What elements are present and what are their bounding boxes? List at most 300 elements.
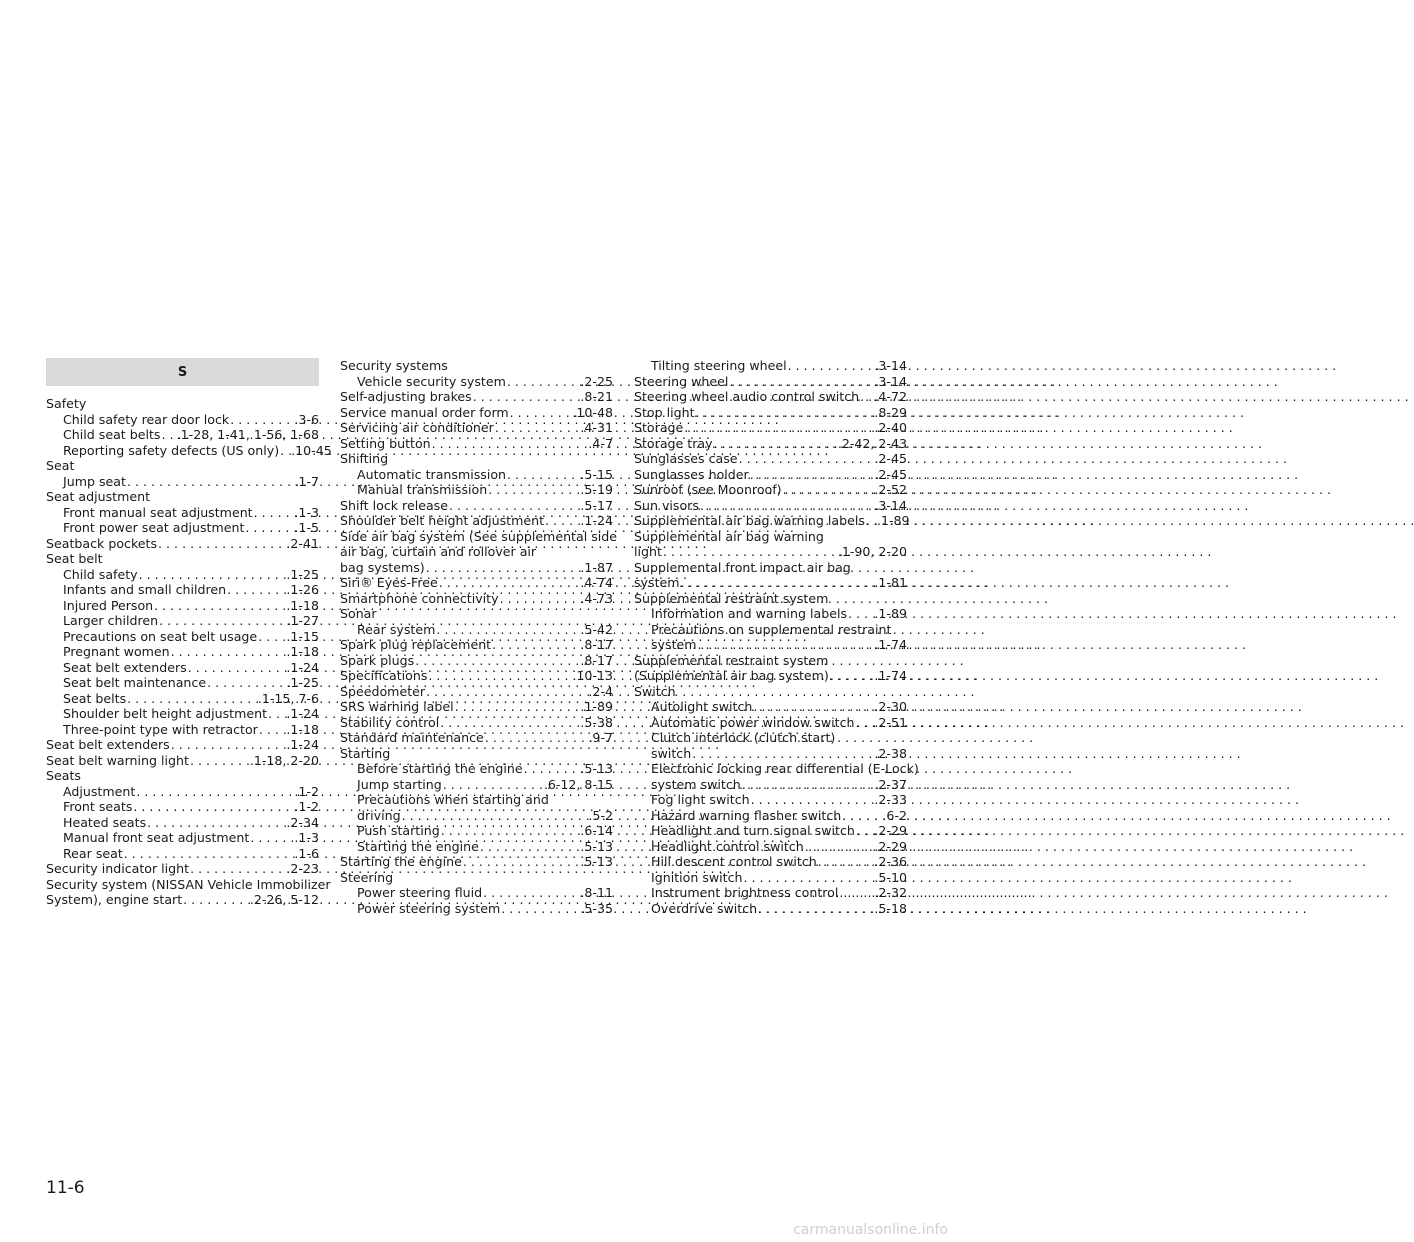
index-subentry — [634, 777, 907, 793]
entry-label: Manual transmission — [357, 482, 488, 497]
page-reference: .1-81 — [874, 575, 907, 590]
dot-leader — [507, 467, 579, 483]
page-reference: .5-38 — [580, 714, 613, 730]
watermark: carmanualsonline.info — [793, 1222, 948, 1238]
index-entry: Seat adjustment — [46, 489, 151, 504]
page-reference: .5-19 — [580, 482, 613, 497]
dot-leader — [744, 870, 874, 886]
entry-label: Jump starting — [357, 776, 442, 792]
index-column-1 — [46, 358, 332, 908]
dot-leader — [488, 482, 579, 498]
page-number: 11-6 — [46, 1178, 85, 1198]
page-reference: .1-87 — [580, 559, 613, 575]
dot-leader — [154, 598, 285, 614]
dot-leader — [742, 777, 874, 793]
page-reference: .5-13 — [580, 838, 613, 854]
entry-label: Starting the engine — [340, 854, 462, 869]
entry-label: Fog light switch — [651, 792, 750, 807]
dot-leader — [860, 389, 873, 405]
index-entry: Seats — [46, 768, 81, 783]
index-subentry — [634, 746, 907, 762]
page-reference: .1-25 — [286, 675, 319, 690]
page-reference: .8-11 — [580, 885, 613, 900]
entry-label: Instrument brightness control — [651, 885, 839, 900]
entry-label: Spark plugs — [340, 652, 415, 668]
page-reference: .2-41 — [286, 535, 319, 551]
index-entry — [340, 637, 613, 653]
entry-label: Seat belt extenders — [63, 659, 187, 675]
dot-leader — [473, 389, 580, 405]
dot-leader — [856, 715, 874, 731]
section-letter-header: S — [46, 358, 319, 386]
dot-leader — [856, 823, 874, 839]
index-entry — [634, 482, 907, 498]
page-reference: .5-42 — [580, 621, 613, 637]
page-reference: .1-15 — [286, 628, 319, 644]
dot-leader — [681, 575, 874, 591]
entry-label: Rear seat — [63, 845, 123, 861]
index-column-2 — [340, 358, 618, 916]
index-entry — [340, 575, 613, 591]
page-reference: .3-14 — [874, 358, 907, 373]
index-entry — [46, 892, 319, 908]
entry-label: Shoulder belt height adjustment — [63, 706, 268, 721]
index-subentry — [46, 505, 319, 521]
entry-label: Power steering system — [357, 900, 501, 916]
page-reference: .2-51 — [874, 714, 907, 730]
dot-leader — [127, 691, 257, 707]
index-subentry — [46, 598, 319, 614]
index-entry: Starting — [340, 745, 391, 761]
index-subentry — [340, 482, 613, 498]
page-reference: .2-45 — [874, 466, 907, 482]
entry-label: Before starting the engine — [357, 761, 523, 776]
dot-leader — [136, 784, 293, 800]
dot-leader — [788, 358, 874, 374]
entry-label: Automatic power window switch — [651, 714, 855, 730]
index-entry — [634, 405, 907, 421]
entry-label: Headlight control switch — [651, 838, 804, 854]
page-reference: .8-21 — [580, 389, 613, 404]
index-entry — [340, 653, 613, 669]
dot-leader — [245, 520, 293, 536]
dot-leader — [495, 420, 580, 436]
index-subentry — [634, 637, 907, 653]
dot-leader — [842, 808, 881, 824]
index-entry: Seat — [46, 458, 75, 473]
index-entry — [634, 389, 907, 405]
entry-label: Information and warning labels — [651, 606, 848, 621]
entry-label: Adjustment — [63, 783, 136, 799]
page-reference: .3-14 — [874, 373, 907, 389]
entry-label: Seat belts — [63, 690, 127, 706]
entry-label: Infants and small children — [63, 582, 227, 597]
entry-label: Injured Person — [63, 597, 154, 613]
index-subentry: Precautions on supplemental restraint — [651, 621, 892, 637]
page-reference: .4-72 — [874, 389, 907, 404]
index-subentry — [46, 520, 319, 536]
index-subentry — [340, 777, 613, 793]
dot-leader — [161, 427, 175, 443]
index-entry — [634, 544, 907, 560]
index-entry — [340, 420, 613, 436]
index-subentry — [46, 815, 319, 831]
dot-leader — [485, 730, 588, 746]
dot-leader — [259, 722, 286, 738]
index-subentry — [46, 784, 319, 800]
index-subentry: Clutch interlock (clutch start) — [651, 730, 836, 745]
dot-leader — [188, 660, 286, 676]
index-entry — [46, 536, 319, 552]
index-entry — [46, 737, 319, 753]
index-entry: Shifting — [340, 451, 389, 466]
index-subentry — [340, 761, 613, 777]
index-subentry — [634, 606, 907, 622]
dot-leader — [492, 637, 579, 653]
dot-leader — [848, 606, 873, 622]
dot-leader — [147, 815, 285, 831]
entry-label: system switch — [651, 776, 741, 792]
page-reference: .5-18 — [874, 900, 907, 916]
entry-label: Sunglasses case — [634, 451, 738, 466]
entry-label: bag systems) — [340, 559, 425, 575]
page-reference: .1-7 — [294, 473, 319, 489]
page-reference: .1-18 — [286, 597, 319, 613]
page-reference: .2-23 — [286, 861, 319, 876]
page-reference: .4-7 — [588, 435, 613, 451]
page-reference: .1-2 — [294, 799, 319, 814]
dot-leader — [440, 715, 579, 731]
index-entry — [46, 753, 319, 769]
dot-leader — [171, 644, 286, 660]
dot-leader — [280, 443, 290, 459]
entry-label: Child seat belts — [63, 427, 161, 442]
entry-label: Hazard warning flasher switch — [651, 807, 842, 823]
dot-leader — [729, 374, 873, 390]
dot-leader — [805, 839, 874, 855]
index-subentry — [634, 358, 907, 374]
index-entry — [340, 684, 613, 700]
index-column-3 — [634, 358, 919, 916]
page-reference: .2-26, 5-12 — [249, 892, 319, 907]
index-subentry — [46, 675, 319, 691]
entry-label: Manual front seat adjustment — [63, 830, 250, 845]
page-reference: .2-33 — [874, 792, 907, 807]
index-subentry — [340, 839, 613, 855]
page-reference: .8-29 — [874, 404, 907, 420]
dot-leader — [483, 885, 579, 901]
dot-leader — [443, 777, 543, 793]
index-entry — [634, 513, 910, 529]
index-entry: Safety — [46, 396, 87, 411]
entry-label: Sunroof (see Moonroof) — [634, 482, 782, 497]
dot-leader — [783, 482, 874, 498]
index-subentry — [634, 715, 907, 731]
entry-label: SRS warning label — [340, 699, 454, 714]
entry-label: Hill descent control switch — [651, 854, 817, 869]
entry-label: Headlight and turn signal switch — [651, 823, 855, 838]
entry-label: Standard maintenance — [340, 730, 484, 745]
entry-label: Spark plug replacement — [340, 637, 492, 652]
page-reference: .2-52 — [874, 482, 907, 497]
dot-leader — [739, 451, 874, 467]
entry-label: Child safety rear door lock — [63, 411, 230, 427]
page-reference: .1-90, 2-20 — [837, 544, 907, 559]
index-entry: Supplemental front impact air bag — [634, 559, 851, 575]
entry-label: Storage tray — [634, 435, 713, 451]
entry-label: System), engine start — [46, 892, 183, 907]
page-reference: .4-31 — [580, 420, 613, 435]
page-reference: .1-89 — [874, 606, 907, 621]
dot-leader — [158, 536, 285, 552]
entry-label: Steering wheel audio control switch — [634, 389, 860, 404]
page-reference: .2-25 — [580, 373, 613, 389]
dot-leader — [700, 498, 873, 514]
index-entries — [46, 396, 332, 908]
page-reference: .1-18, 2-20 — [249, 752, 319, 768]
page-reference: .2-32 — [874, 885, 907, 900]
index-subentry — [46, 442, 332, 459]
dot-leader — [207, 675, 285, 691]
index-subentry — [634, 870, 907, 886]
index-entry — [340, 591, 613, 607]
index-subentry — [46, 722, 319, 738]
dot-leader — [133, 799, 293, 815]
index-entry — [340, 513, 613, 529]
index-subentry — [46, 660, 319, 676]
index-subentry — [46, 412, 319, 428]
page-reference: .1-24 — [580, 513, 613, 528]
entry-label: system — [651, 637, 697, 652]
page-reference: .5-15 — [580, 466, 613, 482]
index-entry: Seat belt — [46, 551, 103, 566]
index-subentry — [634, 823, 907, 839]
dot-leader — [428, 668, 571, 684]
page-reference: .2-37 — [874, 776, 907, 792]
entry-label: Shoulder belt height adjustment — [340, 513, 545, 528]
page-reference: .5-13 — [580, 761, 613, 776]
index-entry — [340, 854, 613, 870]
page-reference: .4-74 — [580, 575, 613, 590]
page-reference: .1-28, 1-41, 1-56, 1-68 — [176, 427, 319, 442]
page-reference: .1-89 — [580, 699, 613, 714]
index-subentry — [46, 582, 319, 598]
entry-label: Front manual seat adjustment — [63, 504, 253, 520]
page-reference: .8-17 — [580, 652, 613, 668]
index-subentry — [340, 901, 613, 917]
dot-leader — [751, 792, 874, 808]
entry-label: Push starting — [357, 823, 440, 838]
page-reference: .5-10 — [874, 869, 907, 885]
index-subentry — [634, 854, 907, 870]
dot-leader — [436, 622, 579, 638]
index-entries — [340, 358, 618, 916]
entry-label: Specifications — [340, 668, 428, 683]
dot-leader — [750, 467, 874, 483]
index-subentry — [46, 691, 319, 707]
dot-leader — [524, 761, 580, 777]
page-reference: .2-4 — [588, 683, 613, 699]
entry-label: Security indicator light — [46, 861, 190, 876]
entry-label: Seatback pockets — [46, 535, 158, 551]
dot-leader — [402, 808, 588, 824]
page-reference: .2-45 — [874, 451, 907, 466]
dot-leader — [171, 737, 286, 753]
index-entry — [340, 668, 613, 684]
page-reference: .1-25 — [286, 566, 319, 582]
page-reference: .2-42, 2-43 — [837, 435, 907, 451]
dot-leader — [714, 436, 837, 452]
index-entry — [340, 715, 613, 731]
index-subentry — [634, 699, 907, 715]
page-reference: .1-74 — [874, 637, 907, 652]
dot-leader — [254, 505, 294, 521]
entry-label: Supplemental air bag warning labels — [634, 513, 865, 528]
dot-leader — [758, 901, 873, 917]
index-subentry — [340, 885, 613, 901]
entry-label: Service manual order form — [340, 404, 509, 420]
dot-leader — [449, 498, 579, 514]
index-entries — [634, 358, 919, 916]
index-subentry — [46, 830, 319, 846]
entry-label: Seat belt extenders — [46, 737, 170, 752]
page-reference: .5-2 — [588, 807, 613, 823]
page-reference: .2-29 — [874, 823, 907, 838]
index-entry — [634, 420, 907, 436]
entry-label: Three-point type with retractor — [63, 721, 258, 737]
index-entry — [634, 374, 907, 390]
page-reference: .1-6 — [294, 845, 319, 861]
page-reference: .2-34 — [286, 814, 319, 830]
index-subentry — [340, 374, 613, 390]
index-entry — [340, 405, 613, 421]
index-entry: Steering — [340, 869, 394, 885]
index-entry: air bag, curtain and rollover air — [340, 544, 537, 559]
entry-label: Ignition switch — [651, 869, 743, 885]
index-entry — [340, 389, 613, 405]
entry-label: Precautions on seat belt usage — [63, 628, 258, 644]
dot-leader — [507, 374, 580, 390]
index-entry — [634, 451, 907, 467]
dot-leader — [698, 637, 874, 653]
index-subentry — [340, 622, 613, 638]
dot-leader — [127, 474, 293, 490]
dot-leader — [230, 412, 293, 428]
page-reference: .6-12, 8-15 — [543, 776, 613, 792]
dot-leader — [500, 591, 580, 607]
index-subentry — [634, 901, 907, 917]
index-subentry — [340, 467, 613, 483]
page-reference: .1-5 — [294, 520, 319, 535]
index-subentry — [340, 823, 613, 839]
index-entry: Supplemental restraint system — [634, 590, 829, 606]
page-reference: .1-24 — [286, 737, 319, 752]
entry-label: system — [634, 575, 680, 590]
dot-leader — [432, 436, 588, 452]
index-subentry — [46, 706, 319, 722]
index-entry: Sonar — [340, 606, 377, 621]
dot-leader — [866, 513, 876, 529]
entry-label: Starting the engine — [357, 838, 479, 854]
index-entry — [340, 436, 613, 452]
index-entry — [634, 498, 907, 514]
entry-label: Autolight switch — [651, 699, 753, 714]
entry-label: Tilting steering wheel — [651, 358, 787, 373]
entry-label: Speedometer — [340, 683, 426, 699]
entry-label: Overdrive switch — [651, 900, 758, 916]
dot-leader — [663, 544, 837, 560]
entry-label: Reporting safety defects (US only) — [63, 442, 280, 458]
page-reference: .2-40 — [874, 420, 907, 435]
entry-label: Setting button — [340, 435, 431, 451]
entry-label: Power steering fluid — [357, 885, 483, 900]
index-entry — [634, 575, 907, 591]
index-subentry — [634, 885, 907, 901]
page-reference: .1-24 — [286, 706, 319, 721]
page-reference: .1-74 — [874, 668, 907, 683]
page-reference: .6-2 — [882, 807, 907, 823]
index-subentry: Electronic locking rear differential (E-Lock) — [651, 761, 919, 776]
page-reference: .5-13 — [580, 854, 613, 869]
dot-leader — [190, 753, 249, 769]
dot-leader — [684, 420, 873, 436]
page-reference: .10-45 — [291, 442, 332, 458]
index-entry: Supplemental restraint system — [634, 652, 829, 668]
index-subentry — [46, 846, 319, 862]
dot-leader — [139, 567, 286, 583]
entry-label: Siri® Eyes-Free — [340, 575, 438, 590]
dot-leader — [463, 854, 580, 870]
dot-leader — [839, 885, 873, 901]
entry-label: Vehicle security system — [357, 373, 506, 389]
index-entry — [634, 467, 907, 483]
index-entry: Security system (NISSAN Vehicle Immobilizer — [46, 876, 331, 892]
dot-leader — [227, 582, 285, 598]
page-reference: .9-7 — [588, 730, 613, 745]
page-reference: .10-13 — [572, 668, 613, 683]
entry-label: Storage — [634, 420, 684, 435]
index-subentry — [340, 808, 613, 824]
dot-leader — [830, 668, 874, 684]
index-subentry — [46, 629, 319, 645]
page-reference: .4-73 — [580, 590, 613, 606]
entry-label: Front seats — [63, 799, 133, 814]
entry-label: Smartphone connectivity — [340, 590, 499, 606]
index-entry — [634, 436, 907, 452]
page-reference: .3-14 — [874, 497, 907, 513]
index-entry — [340, 498, 613, 514]
page-reference: .1-26 — [286, 582, 319, 597]
entry-label: Heated seats — [63, 814, 147, 830]
page-reference: .6-14 — [580, 823, 613, 838]
dot-leader — [159, 613, 285, 629]
index-entry: Security systems — [340, 358, 448, 373]
page-reference: .3-6 — [294, 411, 319, 427]
entry-label: Stop light — [634, 404, 695, 420]
index-entry: Side air bag system (See supplemental side — [340, 528, 618, 544]
entry-label: Pregnant women — [63, 644, 170, 659]
entry-label: Sun visors — [634, 497, 699, 513]
dot-leader — [190, 861, 285, 877]
dot-leader — [426, 560, 580, 576]
dot-leader — [545, 513, 579, 529]
entry-label: Seat belt maintenance — [63, 675, 207, 690]
index-entry — [46, 861, 319, 877]
index-entry — [340, 699, 613, 715]
index-subentry — [46, 427, 319, 443]
index-subentry — [634, 808, 907, 824]
page-reference: .10-48 — [572, 404, 613, 420]
